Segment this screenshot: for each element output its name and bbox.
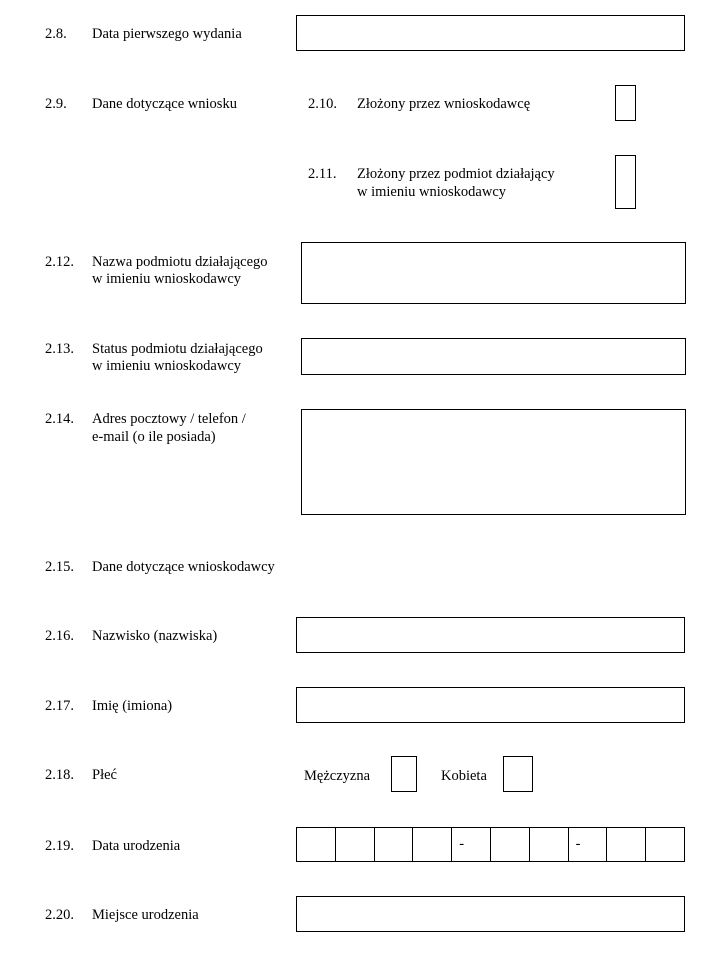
female-label: Kobieta	[441, 768, 487, 784]
surname-input[interactable]	[296, 617, 685, 653]
field-number-2-17: 2.17.	[45, 698, 74, 714]
field-number-2-16: 2.16.	[45, 628, 74, 644]
representative-status-label-line1: Status podmiotu działającego	[92, 341, 263, 357]
postal-address-input[interactable]	[301, 409, 686, 515]
submitted-by-representative-checkbox[interactable]	[615, 155, 636, 209]
field-number-2-9: 2.9.	[45, 96, 67, 112]
application-data-label: Dane dotyczące wniosku	[92, 96, 237, 112]
submitted-by-representative-label-line2: w imieniu wnioskodawcy	[357, 184, 507, 200]
submitted-by-applicant-label: Złożony przez wnioskodawcę	[357, 96, 531, 112]
field-number-2-8: 2.8.	[45, 26, 67, 42]
birth-date-separator-cell	[452, 828, 491, 861]
birth-place-input[interactable]	[296, 896, 685, 932]
birth-date-input	[296, 827, 685, 862]
female-checkbox[interactable]	[503, 756, 533, 792]
representative-status-label-line2: w imieniu wnioskodawcy	[92, 358, 242, 374]
field-number-2-11: 2.11.	[308, 166, 337, 182]
applicant-data-heading: Dane dotyczące wnioskodawcy	[92, 559, 275, 575]
surname-label: Nazwisko (nazwiska)	[92, 628, 218, 644]
first-issue-date-input[interactable]	[296, 15, 685, 51]
birth-date-digit-cell[interactable]	[491, 828, 530, 861]
male-checkbox[interactable]	[391, 756, 417, 792]
birth-place-label: Miejsce urodzenia	[92, 907, 199, 923]
representative-name-label-line1: Nazwa podmiotu działającego	[92, 254, 268, 270]
first-name-input[interactable]	[296, 687, 685, 723]
representative-status-input[interactable]	[301, 338, 686, 375]
birth-date-digit-cell[interactable]	[530, 828, 569, 861]
birth-date-digit-cell[interactable]	[607, 828, 646, 861]
field-number-2-12: 2.12.	[45, 254, 74, 270]
birth-date-label: Data urodzenia	[92, 838, 181, 854]
birth-date-digit-cell[interactable]	[413, 828, 452, 861]
birth-date-digit-cell[interactable]	[336, 828, 375, 861]
postal-address-label-line1: Adres pocztowy / telefon /	[92, 411, 246, 427]
birth-date-digit-cell[interactable]	[375, 828, 414, 861]
birth-date-separator-cell	[569, 828, 608, 861]
field-number-2-15: 2.15.	[45, 559, 74, 575]
date-separator: -	[575, 836, 581, 852]
postal-address-label-line2: e-mail (o ile posiada)	[92, 429, 216, 445]
first-issue-date-label: Data pierwszego wydania	[92, 26, 242, 42]
field-number-2-13: 2.13.	[45, 341, 74, 357]
submitted-by-representative-label-line1: Złożony przez podmiot działający	[357, 166, 555, 182]
submitted-by-applicant-checkbox[interactable]	[615, 85, 636, 121]
birth-date-digit-cell[interactable]	[646, 828, 684, 861]
representative-name-label-line2: w imieniu wnioskodawcy	[92, 271, 242, 287]
field-number-2-19: 2.19.	[45, 838, 74, 854]
first-name-label: Imię (imiona)	[92, 698, 173, 714]
male-label: Mężczyzna	[304, 768, 371, 784]
field-number-2-14: 2.14.	[45, 411, 74, 427]
birth-date-digit-cell[interactable]	[297, 828, 336, 861]
field-number-2-10: 2.10.	[308, 96, 337, 112]
sex-label: Płeć	[92, 767, 117, 783]
field-number-2-18: 2.18.	[45, 767, 74, 783]
representative-name-input[interactable]	[301, 242, 686, 304]
field-number-2-20: 2.20.	[45, 907, 74, 923]
date-separator: -	[459, 836, 465, 852]
